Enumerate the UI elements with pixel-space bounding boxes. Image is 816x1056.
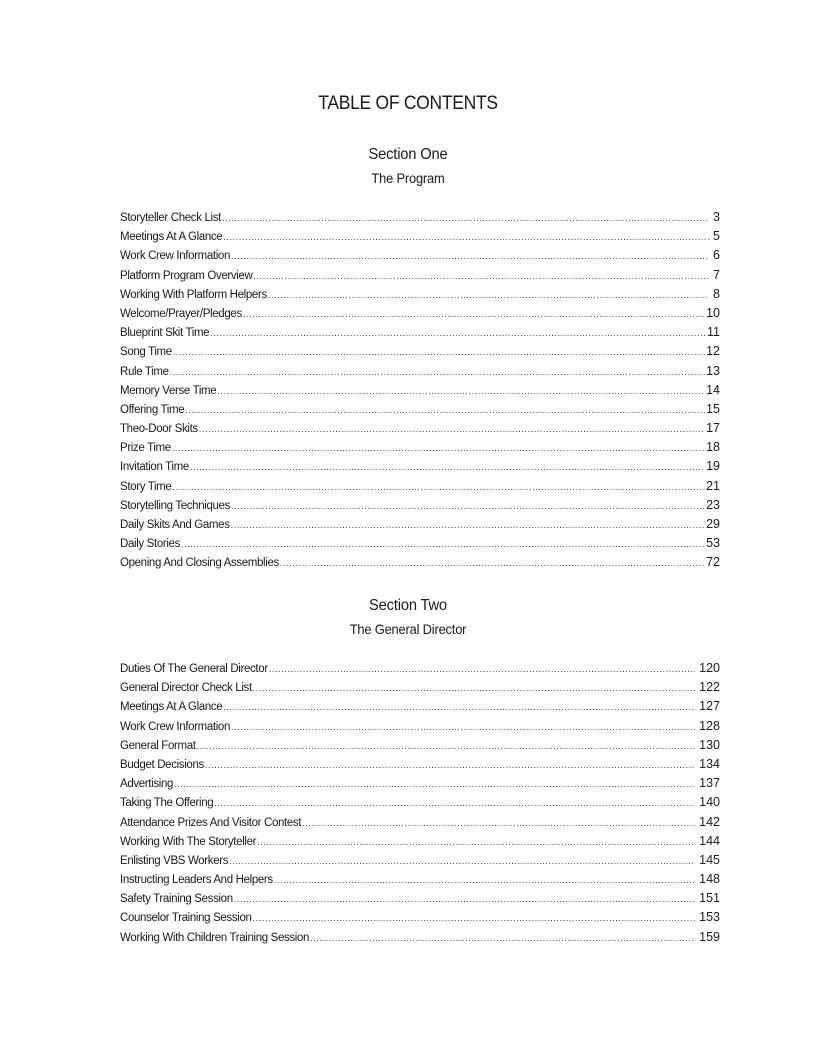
toc-entry-page: 148 [699,872,720,887]
dot-leader [223,703,695,712]
toc-entry [120,229,720,248]
toc-entry-title: Enlisting VBS Workers [120,854,229,867]
dot-leader [181,540,705,549]
toc-entry [120,910,720,929]
toc-entry-title: Safety Training Session [120,893,233,906]
dot-leader [229,857,695,866]
toc-entry-page: 142 [699,814,720,829]
toc-entry [120,661,720,680]
section-subtitle: The Program [371,170,445,186]
toc-entry-page: 159 [699,929,720,944]
toc-entry-title: Prize Time [120,442,171,455]
toc-entry-title: Rule Time [120,365,169,378]
dot-leader [174,780,695,789]
dot-leader [274,876,695,885]
toc-entry-title: Working With Children Training Session [120,931,310,944]
toc-entry [120,306,720,325]
toc-entry-page: 5 [713,229,720,244]
dot-leader [197,742,695,751]
dot-leader [199,425,705,434]
toc-entry-title: Offering Time [120,403,185,416]
toc-entry-title: Meetings At A Glance [120,231,223,244]
toc-entry-page: 130 [699,737,720,752]
section-one-heading [0,146,816,186]
toc-entry-page: 21 [706,478,720,493]
toc-entry [120,719,720,738]
toc-entry-title: Opening And Closing Assemblies [120,557,279,570]
toc-entry-page: 127 [699,699,720,714]
dot-leader [253,272,709,281]
dot-leader [223,233,709,242]
toc-entry [120,479,720,498]
toc-entry-page: 151 [699,891,720,906]
toc-entry-page: 153 [699,910,720,925]
section-two-heading [0,597,816,637]
toc-entry [120,815,720,834]
toc-entry [120,795,720,814]
toc-entry-title: Song Time [120,346,172,359]
dot-leader [231,252,709,261]
toc-entry [120,930,720,949]
dot-leader [190,463,705,472]
toc-entry-page: 18 [706,440,720,455]
page-title: TABLE OF CONTENTS [318,93,498,114]
toc-entry [120,738,720,757]
toc-entry [120,776,720,795]
toc-entry-page: 3 [713,210,720,224]
toc-entry [120,440,720,459]
section-subtitle: The General Director [349,621,467,637]
toc-entry [120,210,720,229]
toc-entry [120,555,720,574]
toc-entry-page: 14 [706,382,720,397]
toc-entry-title: Theo-Door Skits [120,423,198,436]
toc-entry-page: 12 [706,344,720,359]
toc-entry-page: 29 [706,517,720,531]
toc-entry-title: Instructing Leaders And Helpers [120,874,273,887]
toc-entry [120,757,720,776]
toc-entry-title: Invitation Time [120,461,189,474]
toc-entry-page: 134 [699,756,720,771]
toc-entry-page: 137 [699,776,720,791]
dot-leader [185,406,705,415]
section-one-toc-list [120,210,720,575]
toc-entry [120,498,720,517]
dot-leader [257,838,695,847]
toc-entry-page: 13 [706,363,720,378]
dot-leader [231,723,695,732]
toc-entry-title: Taking The Offering [120,797,214,810]
dot-leader [234,895,695,904]
toc-entry-page: 7 [713,267,720,282]
section-two-toc-list [120,661,720,949]
toc-entry [120,344,720,363]
toc-entry [120,536,720,555]
toc-entry-page: 23 [706,497,720,512]
toc-entry-page: 8 [713,286,720,301]
toc-entry-title: Platform Program Overview [120,269,253,282]
toc-entry-title: Duties Of The General Director [120,663,268,675]
toc-entry-title: Work Crew Information [120,250,231,263]
toc-entry-title: Welcome/Prayer/Pledges [120,307,242,320]
toc-entry [120,853,720,872]
dot-leader [253,684,695,693]
dot-leader [170,368,705,377]
toc-entry-page: 19 [706,459,720,474]
toc-entry-title: Advertising [120,778,174,791]
toc-entry-title: Meetings At A Glance [120,701,223,714]
toc-entry-page: 145 [699,852,720,867]
toc-entry-page: 11 [707,325,720,340]
dot-leader [310,934,695,943]
toc-entry-title: General Director Check List [120,682,252,695]
toc-entry-page: 17 [706,421,720,436]
toc-entry [120,872,720,891]
toc-entry [120,248,720,267]
toc-entry-page: 120 [699,661,720,675]
toc-entry [120,364,720,383]
toc-entry-page: 6 [713,248,720,263]
toc-entry [120,421,720,440]
toc-entry [120,680,720,699]
toc-entry-title: Daily Stories [120,538,180,551]
section-label: Section Two [369,597,447,614]
toc-entry-page: 144 [699,833,720,848]
dot-leader [243,310,705,319]
toc-entry [120,268,720,287]
dot-leader [231,502,705,511]
toc-entry [120,517,720,536]
toc-entry-page: 72 [706,555,720,570]
toc-entry-page: 10 [706,305,720,320]
dot-leader [214,799,695,808]
dot-leader [302,819,695,828]
section-label: Section One [368,146,448,163]
toc-entry-page: 122 [699,680,720,695]
dot-leader [172,444,705,453]
dot-leader [222,214,709,223]
dot-leader [231,521,705,530]
toc-entry-title: Memory Verse Time [120,384,217,397]
toc-entry-title: Counselor Training Session [120,912,252,925]
toc-entry-title: Story Time [120,480,172,493]
dot-leader [268,291,709,300]
toc-entry [120,834,720,853]
toc-entry [120,383,720,402]
dot-leader [172,483,705,492]
toc-entry-title: Budget Decisions [120,758,204,771]
toc-entry-title: Storytelling Techniques [120,499,231,512]
dot-leader [173,348,705,357]
dot-leader [280,559,705,568]
toc-entry-title: Blueprint Skit Time [120,327,210,340]
toc-entry-title: Work Crew Information [120,720,231,733]
toc-entry [120,287,720,306]
dot-leader [210,329,706,338]
dot-leader [253,914,695,923]
toc-entry-page: 53 [706,536,720,551]
toc-entry-title: Storyteller Check List [120,212,221,224]
toc-entry [120,459,720,478]
toc-entry-page: 140 [699,795,720,810]
toc-entry-title: Working With The Storyteller [120,835,257,848]
toc-entry-title: General Format [120,739,196,752]
toc-entry-title: Daily Skits And Games [120,519,230,531]
toc-entry-page: 128 [699,718,720,733]
dot-leader [205,761,695,770]
toc-entry-title: Attendance Prizes And Visitor Contest [120,816,302,829]
toc-entry [120,325,720,344]
toc-entry [120,402,720,421]
dot-leader [217,387,705,396]
toc-entry-title: Working With Platform Helpers [120,288,267,301]
toc-entry [120,699,720,718]
toc-entry-page: 15 [706,401,720,416]
toc-entry [120,891,720,910]
dot-leader [269,665,695,674]
